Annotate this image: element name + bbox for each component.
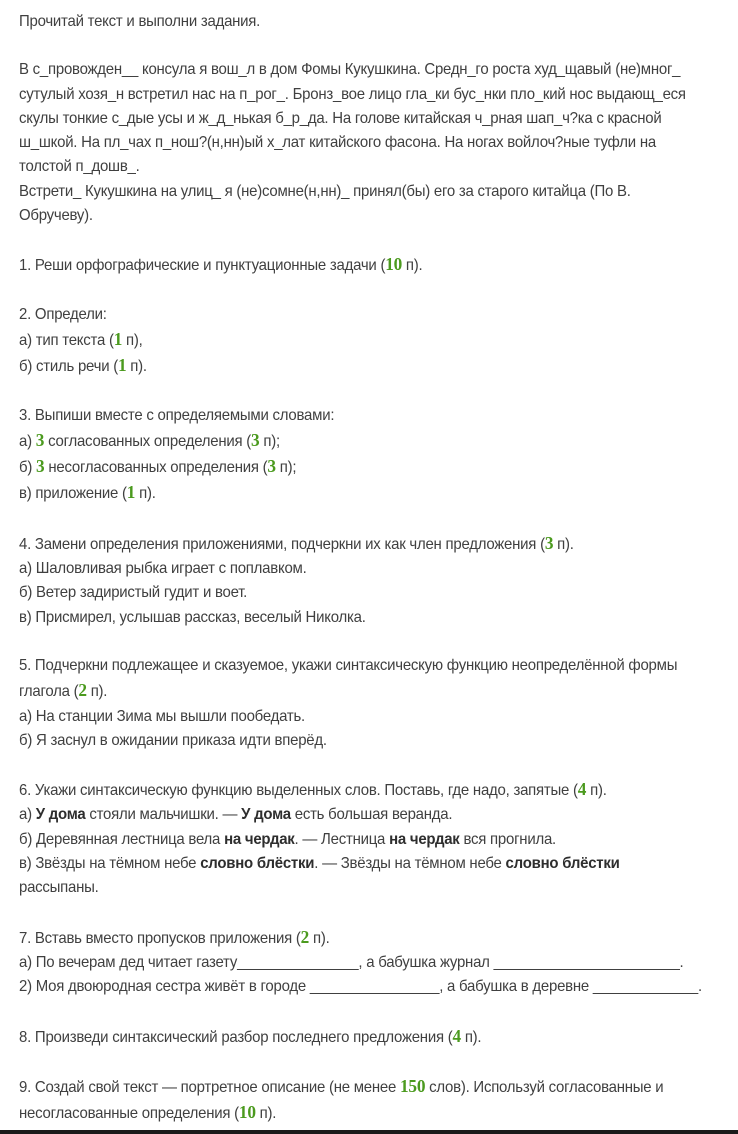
task-4-a: а) Шаловливая рыбка играет с поплавком. bbox=[19, 560, 307, 578]
task-5 bbox=[19, 654, 703, 753]
task-4-title-text: 4. Замени определения приложениями, подчеркни их как член предложения ( bbox=[19, 535, 545, 553]
task-4 bbox=[19, 531, 703, 630]
task-6-c-part: в) Звёзды на тёмном небе bbox=[19, 855, 201, 873]
task-5-title bbox=[19, 654, 703, 705]
task-3-a-points: 3 bbox=[251, 429, 260, 450]
task-2-a-points: 1 bbox=[113, 328, 123, 349]
task-5-end: п). bbox=[86, 683, 108, 701]
worksheet bbox=[19, 10, 703, 1126]
task-9-points: 10 bbox=[238, 1102, 256, 1123]
task-3-c-text: в) приложение ( bbox=[19, 485, 127, 503]
task-2 bbox=[19, 303, 703, 380]
task-7-end: п). bbox=[309, 929, 330, 947]
task-3-b-points: 3 bbox=[267, 456, 276, 477]
task-6-c-part: рассыпаны. bbox=[19, 879, 99, 897]
task-9 bbox=[19, 1074, 703, 1127]
task-7-a: а) По вечерам дед читает газету_______________, а бабушка журнал _______________________. bbox=[19, 953, 684, 971]
task-7-b: 2) Моя двоюродная сестра живёт в городе ________________, а бабушка в деревне _____________. bbox=[19, 978, 702, 996]
task-4-c: в) Присмирел, услышав рассказ, веселый Николка. bbox=[19, 608, 366, 626]
task-3-b-count: 3 bbox=[36, 456, 45, 477]
task-3-a bbox=[19, 428, 703, 454]
task-3-b-text: несогласованных определения ( bbox=[44, 459, 268, 477]
task-6-a-highlight: У дома bbox=[241, 806, 291, 824]
task-6-b-part: б) Деревянная лестница вела bbox=[19, 830, 225, 848]
task-7-points: 2 bbox=[300, 926, 310, 947]
task-6 bbox=[19, 777, 703, 900]
task-4-b: б) Ветер задиристый гудит и воет. bbox=[19, 584, 248, 602]
task-5-points: 2 bbox=[78, 680, 87, 701]
task-3-c-points: 1 bbox=[126, 482, 136, 503]
source-text-paragraph-1: В с_провожден__ консула я вош_л в дом Фомы Кукушкина. Средн_го роста худ_щавый (не)мног_ сутулый хозя_н встретил нас на п_рог_. Бронз_вое лицо гла_ки бус_нки пло_кий нос выдающ_еся скулы тонкие с_дые усы и ж_д_нькая б_р_да. На голове китайская ч_рная шап_ч?ка с красной ш_шкой. На пл_чах п_нош?(н,нн)ый х_лат китайского фасона. На ногах войлоч?ные туфли на толстой п_дошв_. bbox=[19, 61, 686, 176]
task-9-end: п). bbox=[255, 1105, 277, 1123]
task-6-a bbox=[19, 803, 703, 827]
task-6-b-part: вся прогнила. bbox=[459, 830, 556, 848]
task-1-text: 1. Реши орфографические и пунктуационные задачи ( bbox=[19, 257, 386, 275]
task-3-a-count: 3 bbox=[35, 429, 45, 450]
task-3-c-end: п). bbox=[135, 485, 156, 503]
task-2-b bbox=[19, 353, 703, 379]
task-3-title: 3. Выпиши вместе с определяемыми словами: bbox=[19, 406, 335, 424]
task-9-mid: слов). Используй согласованные и несогласованные определения ( bbox=[19, 1078, 664, 1123]
task-6-b bbox=[19, 828, 703, 852]
task-3-a-prefix: а) bbox=[19, 432, 36, 450]
task-2-b-points: 1 bbox=[117, 355, 127, 376]
task-6-a-highlight: У дома bbox=[35, 806, 86, 824]
task-7 bbox=[19, 925, 703, 1000]
task-1-points: 10 bbox=[385, 254, 402, 275]
task-2-a-end: п), bbox=[122, 331, 143, 349]
task-3-b-prefix: б) bbox=[19, 459, 37, 477]
task-6-a-part: есть большая веранда. bbox=[290, 806, 453, 824]
task-7-title-text: 7. Вставь вместо пропусков приложения ( bbox=[19, 929, 301, 947]
task-8-points: 4 bbox=[452, 1025, 461, 1046]
task-3 bbox=[19, 404, 703, 507]
task-1 bbox=[19, 252, 703, 278]
task-6-c-part: . — Звёзды на тёмном небе bbox=[314, 855, 506, 873]
task-6-a-part: стояли мальчишки. — bbox=[85, 806, 242, 824]
task-2-b-end: п). bbox=[126, 358, 147, 376]
task-2-title: 2. Определи: bbox=[19, 305, 107, 323]
task-6-c bbox=[19, 852, 703, 901]
task-8 bbox=[19, 1024, 703, 1050]
task-6-title-text: 6. Укажи синтаксическую функцию выделенных слов. Поставь, где надо, запятые ( bbox=[19, 782, 578, 800]
task-3-b-end: п); bbox=[275, 459, 297, 477]
task-3-a-text: согласованных определения ( bbox=[44, 432, 252, 450]
task-8-end: п). bbox=[460, 1028, 482, 1046]
task-2-a bbox=[19, 327, 703, 353]
task-6-b-highlight: на чердак bbox=[389, 830, 460, 848]
task-2-b-text: б) стиль речи ( bbox=[19, 358, 118, 376]
task-6-end: п). bbox=[586, 782, 607, 800]
task-3-b bbox=[19, 454, 703, 480]
task-6-a-part: а) bbox=[19, 806, 36, 824]
task-3-c bbox=[19, 480, 703, 506]
bottom-divider bbox=[0, 1130, 738, 1134]
task-6-b-highlight: на чердак bbox=[224, 830, 295, 848]
task-9-text: 9. Создай свой текст — портретное описание (не менее bbox=[19, 1078, 401, 1096]
task-7-title bbox=[19, 925, 703, 951]
task-4-points: 3 bbox=[544, 532, 554, 553]
task-4-end: п). bbox=[553, 535, 574, 553]
source-text-paragraph-2: Встрети_ Кукушкина на улиц_ я (не)сомне(н,нн)_ принял(бы) его за старого китайца (По В. Обручеву). bbox=[19, 182, 631, 225]
intro-text: Прочитай текст и выполни задания. bbox=[19, 13, 261, 30]
task-6-title bbox=[19, 777, 703, 803]
task-6-b-part: . — Лестница bbox=[294, 830, 390, 848]
task-3-a-end: п); bbox=[259, 432, 280, 450]
task-4-title bbox=[19, 531, 703, 557]
task-1-end: п). bbox=[401, 257, 423, 275]
task-8-text: 8. Произведи синтаксический разбор последнего предложения ( bbox=[19, 1028, 453, 1046]
task-6-c-highlight: словно блёстки bbox=[505, 855, 620, 873]
task-9-word-count: 150 bbox=[400, 1075, 426, 1096]
task-5-title-text: 5. Подчеркни подлежащее и сказуемое, укажи синтаксическую функцию неопределённой формы глагола ( bbox=[19, 656, 678, 701]
task-6-c-highlight: словно блёстки bbox=[200, 855, 315, 873]
task-6-points: 4 bbox=[577, 779, 587, 800]
task-5-b: б) Я заснул в ожидании приказа идти вперёд. bbox=[19, 731, 327, 749]
task-2-a-text: а) тип текста ( bbox=[19, 331, 114, 349]
task-5-a: а) На станции Зима мы вышли пообедать. bbox=[19, 707, 305, 725]
